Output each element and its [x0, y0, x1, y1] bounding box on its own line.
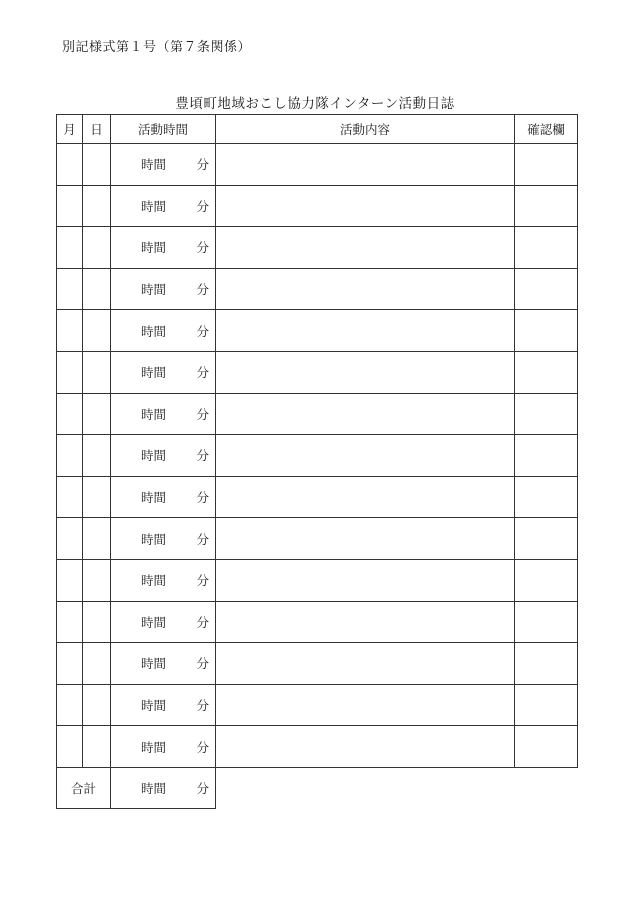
confirmation-cell[interactable] [515, 559, 578, 601]
activity-time-cell[interactable] [111, 726, 216, 768]
total-label: 合計 [57, 767, 111, 808]
month-cell[interactable] [57, 393, 83, 435]
minutes-unit: 分 [196, 531, 209, 547]
activity-time-cell[interactable] [111, 310, 216, 352]
table-row [57, 559, 578, 601]
activity-time-cell[interactable] [111, 227, 216, 269]
confirmation-cell[interactable] [515, 185, 578, 227]
month-cell[interactable] [57, 144, 83, 186]
confirmation-cell[interactable] [515, 726, 578, 768]
day-cell[interactable] [83, 601, 111, 643]
form-number: 別記様式第１号（第７条関係） [62, 40, 252, 55]
hours-unit: 時間 [141, 656, 167, 672]
month-cell[interactable] [57, 726, 83, 768]
day-cell[interactable] [83, 185, 111, 227]
day-cell[interactable] [83, 144, 111, 186]
confirmation-cell[interactable] [515, 435, 578, 477]
minutes-unit: 分 [196, 490, 209, 506]
table-row [57, 185, 578, 227]
activity-content-cell[interactable] [216, 476, 515, 518]
minutes-unit: 分 [196, 656, 209, 672]
minutes-unit: 分 [196, 240, 209, 256]
day-cell[interactable] [83, 559, 111, 601]
day-cell[interactable] [83, 227, 111, 269]
hours-unit: 時間 [141, 240, 167, 256]
activity-time-cell[interactable] [111, 268, 216, 310]
activity-time-cell[interactable] [111, 518, 216, 560]
activity-content-cell[interactable] [216, 144, 515, 186]
header-activity-time: 活動時間 [111, 115, 216, 144]
month-cell[interactable] [57, 185, 83, 227]
hours-unit: 時間 [141, 698, 167, 714]
activity-time-cell[interactable] [111, 684, 216, 726]
minutes-unit: 分 [196, 157, 209, 173]
minutes-unit: 分 [196, 573, 209, 589]
minutes-unit: 分 [196, 323, 209, 339]
month-cell[interactable] [57, 476, 83, 518]
month-cell[interactable] [57, 684, 83, 726]
day-cell[interactable] [83, 684, 111, 726]
activity-content-cell[interactable] [216, 351, 515, 393]
hours-unit: 時間 [141, 198, 167, 214]
day-cell[interactable] [83, 643, 111, 685]
activity-content-cell[interactable] [216, 393, 515, 435]
total-minutes-unit: 分 [196, 780, 209, 796]
total-blank [216, 767, 515, 808]
minutes-unit: 分 [196, 448, 209, 464]
total-row [57, 767, 578, 808]
activity-content-cell[interactable] [216, 684, 515, 726]
header-month: 月 [57, 115, 83, 144]
hours-unit: 時間 [141, 739, 167, 755]
table-row [57, 518, 578, 560]
minutes-unit: 分 [196, 198, 209, 214]
month-cell[interactable] [57, 310, 83, 352]
minutes-unit: 分 [196, 365, 209, 381]
activity-content-cell[interactable] [216, 227, 515, 269]
activity-content-cell[interactable] [216, 518, 515, 560]
total-blank [515, 767, 578, 808]
hours-unit: 時間 [141, 573, 167, 589]
activity-content-cell[interactable] [216, 268, 515, 310]
activity-time-cell[interactable] [111, 393, 216, 435]
day-cell[interactable] [83, 268, 111, 310]
activity-content-cell[interactable] [216, 601, 515, 643]
activity-time-cell[interactable] [111, 144, 216, 186]
activity-time-cell[interactable] [111, 643, 216, 685]
minutes-unit: 分 [196, 698, 209, 714]
header-confirmation: 確認欄 [515, 115, 578, 144]
activity-content-cell[interactable] [216, 643, 515, 685]
confirmation-cell[interactable] [515, 310, 578, 352]
day-cell[interactable] [83, 310, 111, 352]
table-row [57, 393, 578, 435]
activity-content-cell[interactable] [216, 559, 515, 601]
activity-time-cell[interactable] [111, 351, 216, 393]
activity-content-cell[interactable] [216, 185, 515, 227]
confirmation-cell[interactable] [515, 393, 578, 435]
hours-unit: 時間 [141, 448, 167, 464]
log-body [57, 144, 578, 768]
table-row [57, 726, 578, 768]
activity-time-cell[interactable] [111, 601, 216, 643]
total-time-cell[interactable] [111, 767, 216, 808]
day-cell[interactable] [83, 351, 111, 393]
table-row [57, 684, 578, 726]
hours-unit: 時間 [141, 323, 167, 339]
minutes-unit: 分 [196, 614, 209, 630]
confirmation-cell[interactable] [515, 643, 578, 685]
hours-unit: 時間 [141, 406, 167, 422]
month-cell[interactable] [57, 518, 83, 560]
activity-time-cell[interactable] [111, 559, 216, 601]
activity-time-cell[interactable] [111, 476, 216, 518]
confirmation-cell[interactable] [515, 268, 578, 310]
hours-unit: 時間 [141, 531, 167, 547]
table-row [57, 268, 578, 310]
month-cell[interactable] [57, 351, 83, 393]
confirmation-cell[interactable] [515, 601, 578, 643]
day-cell[interactable] [83, 476, 111, 518]
hours-unit: 時間 [141, 282, 167, 298]
table-row [57, 310, 578, 352]
month-cell[interactable] [57, 643, 83, 685]
month-cell[interactable] [57, 559, 83, 601]
minutes-unit: 分 [196, 739, 209, 755]
activity-content-cell[interactable] [216, 726, 515, 768]
activity-time-cell[interactable] [111, 185, 216, 227]
page-title: 豊頃町地域おこし協力隊インターン活動日誌 [175, 96, 455, 112]
header-activity-content: 活動内容 [216, 115, 515, 144]
hours-unit: 時間 [141, 365, 167, 381]
activity-log-table [56, 114, 578, 809]
table-row [57, 227, 578, 269]
header-day: 日 [83, 115, 111, 144]
hours-unit: 時間 [141, 157, 167, 173]
minutes-unit: 分 [196, 406, 209, 422]
table-row [57, 601, 578, 643]
table-row [57, 351, 578, 393]
activity-content-cell[interactable] [216, 310, 515, 352]
month-cell[interactable] [57, 268, 83, 310]
day-cell[interactable] [83, 518, 111, 560]
table-row [57, 435, 578, 477]
confirmation-cell[interactable] [515, 684, 578, 726]
minutes-unit: 分 [196, 282, 209, 298]
confirmation-cell[interactable] [515, 476, 578, 518]
month-cell[interactable] [57, 601, 83, 643]
header-row [57, 115, 578, 144]
confirmation-cell[interactable] [515, 227, 578, 269]
day-cell[interactable] [83, 726, 111, 768]
confirmation-cell[interactable] [515, 518, 578, 560]
table-row [57, 476, 578, 518]
day-cell[interactable] [83, 435, 111, 477]
activity-content-cell[interactable] [216, 435, 515, 477]
confirmation-cell[interactable] [515, 144, 578, 186]
hours-unit: 時間 [141, 614, 167, 630]
confirmation-cell[interactable] [515, 351, 578, 393]
table-row [57, 144, 578, 186]
day-cell[interactable] [83, 393, 111, 435]
total-hours-unit: 時間 [141, 780, 167, 796]
month-cell[interactable] [57, 435, 83, 477]
activity-time-cell[interactable] [111, 435, 216, 477]
table-row [57, 643, 578, 685]
month-cell[interactable] [57, 227, 83, 269]
hours-unit: 時間 [141, 490, 167, 506]
